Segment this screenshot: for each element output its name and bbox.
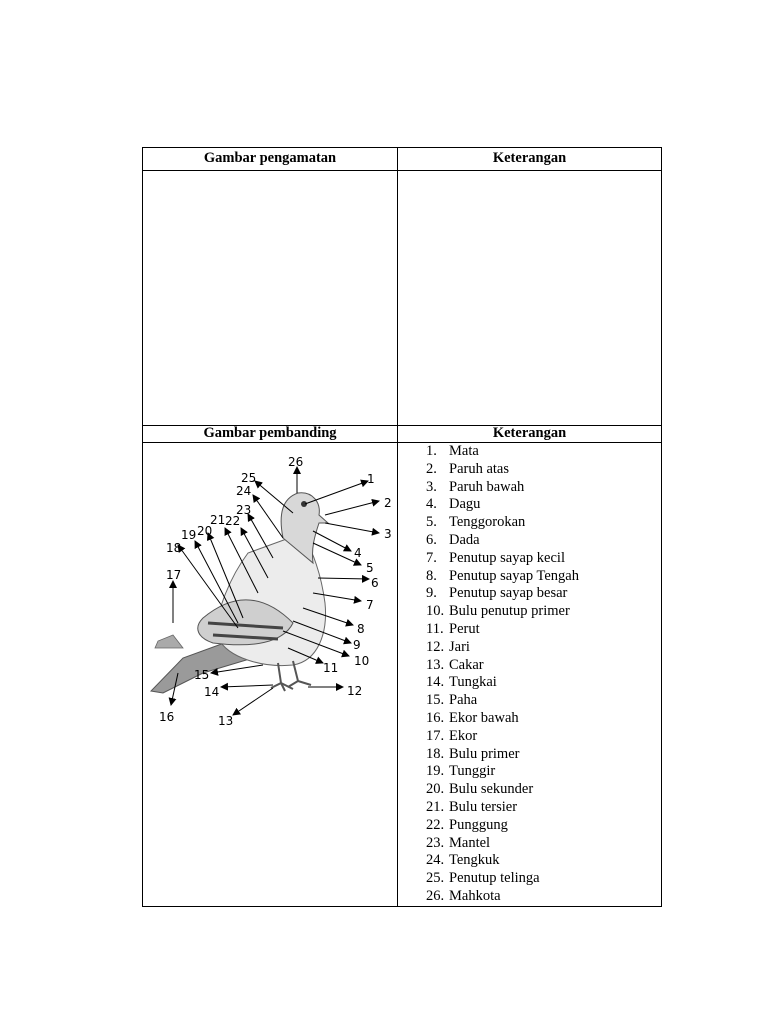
pigeon-diagram <box>143 443 397 743</box>
legend-item-number: 16. <box>426 709 445 726</box>
label-17: 17 <box>166 568 182 582</box>
label-6: 6 <box>371 576 379 590</box>
label-14: 14 <box>204 685 220 699</box>
label-2: 2 <box>384 496 392 510</box>
observation-table <box>142 147 662 907</box>
legend-item-number: 26. <box>426 887 445 904</box>
legend-item <box>426 799 661 817</box>
legend-item-number: 3. <box>426 478 437 495</box>
legend-item <box>426 443 661 461</box>
legend-item <box>426 479 661 497</box>
legend-item <box>426 817 661 835</box>
legend-item-number: 1. <box>426 443 437 459</box>
label-25: 25 <box>241 471 257 485</box>
legend-item-label: Jari <box>449 638 470 655</box>
legend-item-label: Dagu <box>449 496 481 513</box>
label-12: 12 <box>347 684 363 698</box>
legend-item <box>426 621 661 639</box>
legend-item <box>426 674 661 692</box>
legend-item-label: Punggung <box>449 816 508 833</box>
legend-item <box>426 835 661 853</box>
legend-item-label: Penutup telinga <box>449 870 540 887</box>
legend-item <box>426 639 661 657</box>
legend-item <box>426 852 661 870</box>
label-24: 24 <box>236 484 252 498</box>
header-description-top: Keterangan <box>398 148 662 171</box>
label-4: 4 <box>354 546 362 560</box>
legend-item-number: 4. <box>426 496 437 513</box>
legend-item-number: 21. <box>426 798 445 815</box>
header-observation-image: Gambar pengamatan <box>143 148 398 171</box>
label-5: 5 <box>366 561 374 575</box>
legend-list <box>398 443 661 906</box>
legend-item-label: Perut <box>449 620 480 637</box>
label-15: 15 <box>194 668 210 682</box>
legend-item-label: Cakar <box>449 656 484 673</box>
legend-item <box>426 532 661 550</box>
legend-item-number: 22. <box>426 816 445 833</box>
comparison-description-cell <box>398 443 662 907</box>
legend-item-number: 6. <box>426 531 437 548</box>
label-7: 7 <box>366 598 374 612</box>
legend-item-label: Penutup sayap kecil <box>449 549 565 566</box>
observation-description-cell <box>398 171 662 426</box>
legend-item-number: 14. <box>426 674 445 691</box>
legend-item-label: Tunggir <box>449 763 496 780</box>
legend-item <box>426 870 661 888</box>
label-20: 20 <box>197 524 213 538</box>
legend-item <box>426 603 661 621</box>
legend-item <box>426 657 661 675</box>
legend-item-number: 18. <box>426 745 445 762</box>
legend-item-label: Tenggorokan <box>449 514 526 531</box>
label-18: 18 <box>166 541 182 555</box>
legend-item-label: Paruh bawah <box>449 478 525 495</box>
legend-item-number: 2. <box>426 460 437 477</box>
label-1: 1 <box>367 472 375 486</box>
legend-item-label: Ekor bawah <box>449 709 519 726</box>
label-9: 9 <box>353 638 361 652</box>
label-26: 26 <box>288 455 304 469</box>
label-23: 23 <box>236 503 252 517</box>
label-19: 19 <box>181 528 197 542</box>
legend-item-label: Penutup sayap Tengah <box>449 567 579 584</box>
legend-item <box>426 710 661 728</box>
header-comparison-image: Gambar pembanding <box>143 426 398 443</box>
legend-item-label: Tungkai <box>449 674 497 691</box>
observation-image-cell <box>143 171 398 426</box>
legend-item <box>426 514 661 532</box>
label-8: 8 <box>357 622 365 636</box>
legend-item-label: Mantel <box>449 834 491 851</box>
legend-item <box>426 496 661 514</box>
legend-item-number: 25. <box>426 870 445 887</box>
legend-item <box>426 888 661 906</box>
label-16: 16 <box>159 710 175 724</box>
legend-item-label: Dada <box>449 531 480 548</box>
legend-item-label: Tengkuk <box>449 852 500 869</box>
label-11: 11 <box>323 661 339 675</box>
legend-item-number: 23. <box>426 834 445 851</box>
legend-item-number: 8. <box>426 567 437 584</box>
legend-item-number: 15. <box>426 692 445 709</box>
legend-item-number: 20. <box>426 781 445 798</box>
legend-item-label: Paruh atas <box>449 460 509 477</box>
legend-item-number: 7. <box>426 549 437 566</box>
legend-item-number: 5. <box>426 514 437 531</box>
legend-item-number: 10. <box>426 603 445 620</box>
legend-item-label: Paha <box>449 692 478 709</box>
legend-item-label: Mahkota <box>449 887 501 904</box>
legend-item-number: 17. <box>426 727 445 744</box>
label-13: 13 <box>218 714 234 728</box>
label-21: 21 <box>210 513 226 527</box>
legend-item <box>426 461 661 479</box>
legend-item <box>426 728 661 746</box>
legend-item-number: 9. <box>426 585 437 602</box>
header-description-bottom: Keterangan <box>398 426 662 443</box>
comparison-image-cell <box>143 443 398 907</box>
legend-item-number: 24. <box>426 852 445 869</box>
legend-item-label: Mata <box>449 443 479 459</box>
legend-item <box>426 692 661 710</box>
label-10: 10 <box>354 654 370 668</box>
legend-item <box>426 781 661 799</box>
legend-item <box>426 550 661 568</box>
legend-item-number: 19. <box>426 763 445 780</box>
legend-item-label: Bulu tersier <box>449 798 518 815</box>
legend-item <box>426 585 661 603</box>
legend-item <box>426 763 661 781</box>
legend-item <box>426 568 661 586</box>
legend-item-number: 11. <box>426 620 444 637</box>
label-3: 3 <box>384 527 392 541</box>
legend-item <box>426 746 661 764</box>
label-22: 22 <box>225 514 241 528</box>
legend-item-label: Penutup sayap besar <box>449 585 568 602</box>
legend-item-number: 13. <box>426 656 445 673</box>
legend-item-label: Ekor <box>449 727 478 744</box>
legend-item-label: Bulu penutup primer <box>449 603 570 620</box>
legend-item-number: 12. <box>426 638 445 655</box>
legend-item-label: Bulu primer <box>449 745 520 762</box>
legend-item-label: Bulu sekunder <box>449 781 534 798</box>
